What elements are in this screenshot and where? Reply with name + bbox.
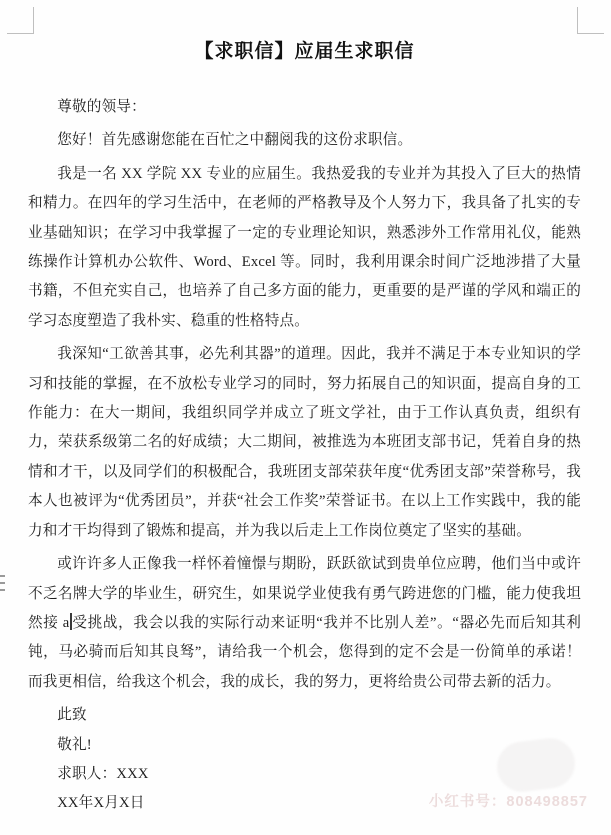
xiaohongshu-id-watermark: 小红书号：808498857 — [428, 794, 588, 810]
closing-applicant-name[interactable]: 求职人：XXX — [57, 765, 149, 782]
paragraph-appeal[interactable] — [28, 550, 581, 697]
page-edge-marks — [0, 575, 5, 596]
closing-jingli[interactable]: 敬礼! — [57, 736, 92, 753]
crop-mark-top-right-horizontal — [577, 33, 604, 34]
crop-mark-top-right-vertical — [577, 7, 578, 33]
paragraph-appeal-text-before-cursor: 或许许多人正像我一样怀着憧憬与期盼，跃跃欲试到贵单位应聘，他们当中或许不乏名牌大学的毕业生，研究生，如果说学业使我有勇气跨进您的门槛，能力使我坦然接 a — [28, 556, 581, 631]
paragraph-greeting[interactable]: 您好！首先感谢您能在百忙之中翻阅我的这份求职信。 — [57, 132, 413, 149]
paragraph-appeal-text-after-cursor: 受挑战，我会以我的实际行动来证明“我并不比别人差”。“器必先而后知其利钝，马必骑而后知其良驽”，请给我一个机会，您得到的定不会是一份简单的承诺！而我更相信，给我这个机会，我的成长，我的努力，更将给贵公司带去新的活力。 — [28, 614, 581, 690]
closing-cizhi[interactable]: 此致 — [57, 707, 87, 724]
crop-mark-top-left-vertical — [33, 7, 34, 33]
salutation-line[interactable]: 尊敬的领导： — [57, 99, 146, 115]
paragraph-self-introduction[interactable]: 我是一名 XX 学院 XX 专业的应届生。我热爱我的专业并为其投入了巨大的热情和精力。在四年的学习生活中，在老师的严格教导及个人努力下，我具备了扎实的专业基础知识；在学习中我掌握了一定的专业理论知识，熟悉涉外工作常用礼仪，能熟练操作计算机办公软件、Word、Excel 等。同时，我利用课余时间广泛地涉措了大量书籍，不但充实自己，也培养了自己多方面的能力，更重要的是严谨的学风和端正的学习态度塑造了我朴实、稳重的性格特点。 — [28, 165, 581, 329]
crop-mark-top-left-horizontal — [7, 33, 34, 34]
paragraph-experience[interactable]: 我深知“工欲善其事，必先利其器”的道理。因此，我并不满足于本专业知识的学习和技能的掌握，在不放松专业学习的同时，努力拓展自己的知识面，提高自身的工作能力：在大一期间，我组织同学并成立了班文学社，由于工作认真负责，组织有力，荣获系级第二名的好成绩；大二期间，被推选为本班团支部书记，凭着自身的热情和才干，以及同学们的积极配合，我班团支部荣获年度“优秀团支部”荣誉称号，我本人也被评为“优秀团员”，并获“社会工作奖”荣誉证书。在以上工作实践中，我的能力和才干均得到了锻炼和提高，并为我以后走上工作岗位奠定了坚实的基础。 — [28, 346, 581, 539]
closing-date[interactable]: XX年X月X日 — [57, 795, 145, 812]
document-body — [28, 36, 581, 819]
document-title[interactable]: 【求职信】应届生求职信 — [194, 41, 415, 62]
